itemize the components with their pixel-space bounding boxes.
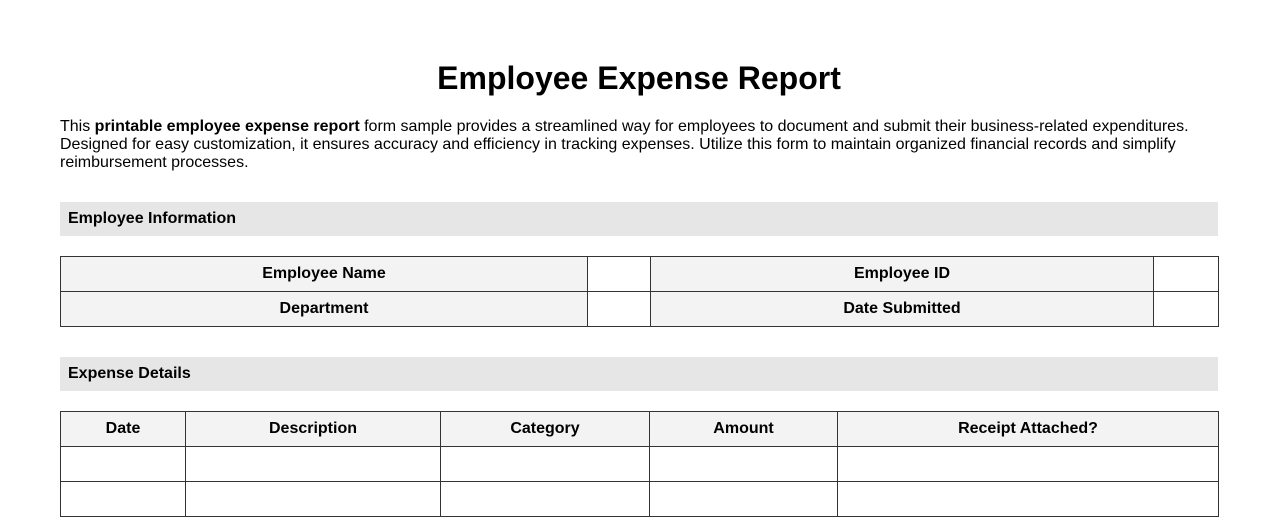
table-row	[61, 447, 1219, 482]
intro-paragraph	[60, 118, 1220, 172]
intro-bold-text: printable employee expense report	[94, 118, 360, 135]
description-column-header: Description	[186, 412, 441, 447]
employee-name-label: Employee Name	[61, 257, 588, 292]
intro-suffix: form sample provides a streamlined way for employees to document and submit their business-related expenditures. Designed for easy customization, it ensures accuracy and efficiency in tracking expenses. Utilize this form to maintain organized financial records and simplify reimbursement processes.	[60, 118, 1189, 171]
department-field[interactable]	[588, 292, 651, 327]
category-cell[interactable]	[441, 447, 650, 482]
category-cell[interactable]	[441, 482, 650, 517]
employee-information-heading: Employee Information	[60, 202, 1218, 236]
expense-details-heading: Expense Details	[60, 357, 1218, 391]
description-cell[interactable]	[186, 447, 441, 482]
amount-cell[interactable]	[650, 482, 838, 517]
category-column-header: Category	[441, 412, 650, 447]
intro-prefix: This	[60, 118, 95, 135]
description-cell[interactable]	[186, 482, 441, 517]
expense-details-table	[60, 411, 1219, 517]
expense-header-row	[61, 412, 1219, 447]
date-submitted-field[interactable]	[1154, 292, 1219, 327]
date-column-header: Date	[61, 412, 186, 447]
amount-column-header: Amount	[650, 412, 838, 447]
employee-info-row	[61, 257, 1219, 292]
employee-id-field[interactable]	[1154, 257, 1219, 292]
date-submitted-label: Date Submitted	[651, 292, 1154, 327]
employee-info-table	[60, 256, 1219, 327]
employee-id-label: Employee ID	[651, 257, 1154, 292]
employee-info-row	[61, 292, 1219, 327]
employee-name-field[interactable]	[588, 257, 651, 292]
date-cell[interactable]	[61, 482, 186, 517]
amount-cell[interactable]	[650, 447, 838, 482]
receipt-column-header: Receipt Attached?	[838, 412, 1219, 447]
receipt-cell[interactable]	[838, 447, 1219, 482]
page-title: Employee Expense Report	[437, 60, 841, 96]
date-cell[interactable]	[61, 447, 186, 482]
department-label: Department	[61, 292, 588, 327]
receipt-cell[interactable]	[838, 482, 1219, 517]
table-row	[61, 482, 1219, 517]
